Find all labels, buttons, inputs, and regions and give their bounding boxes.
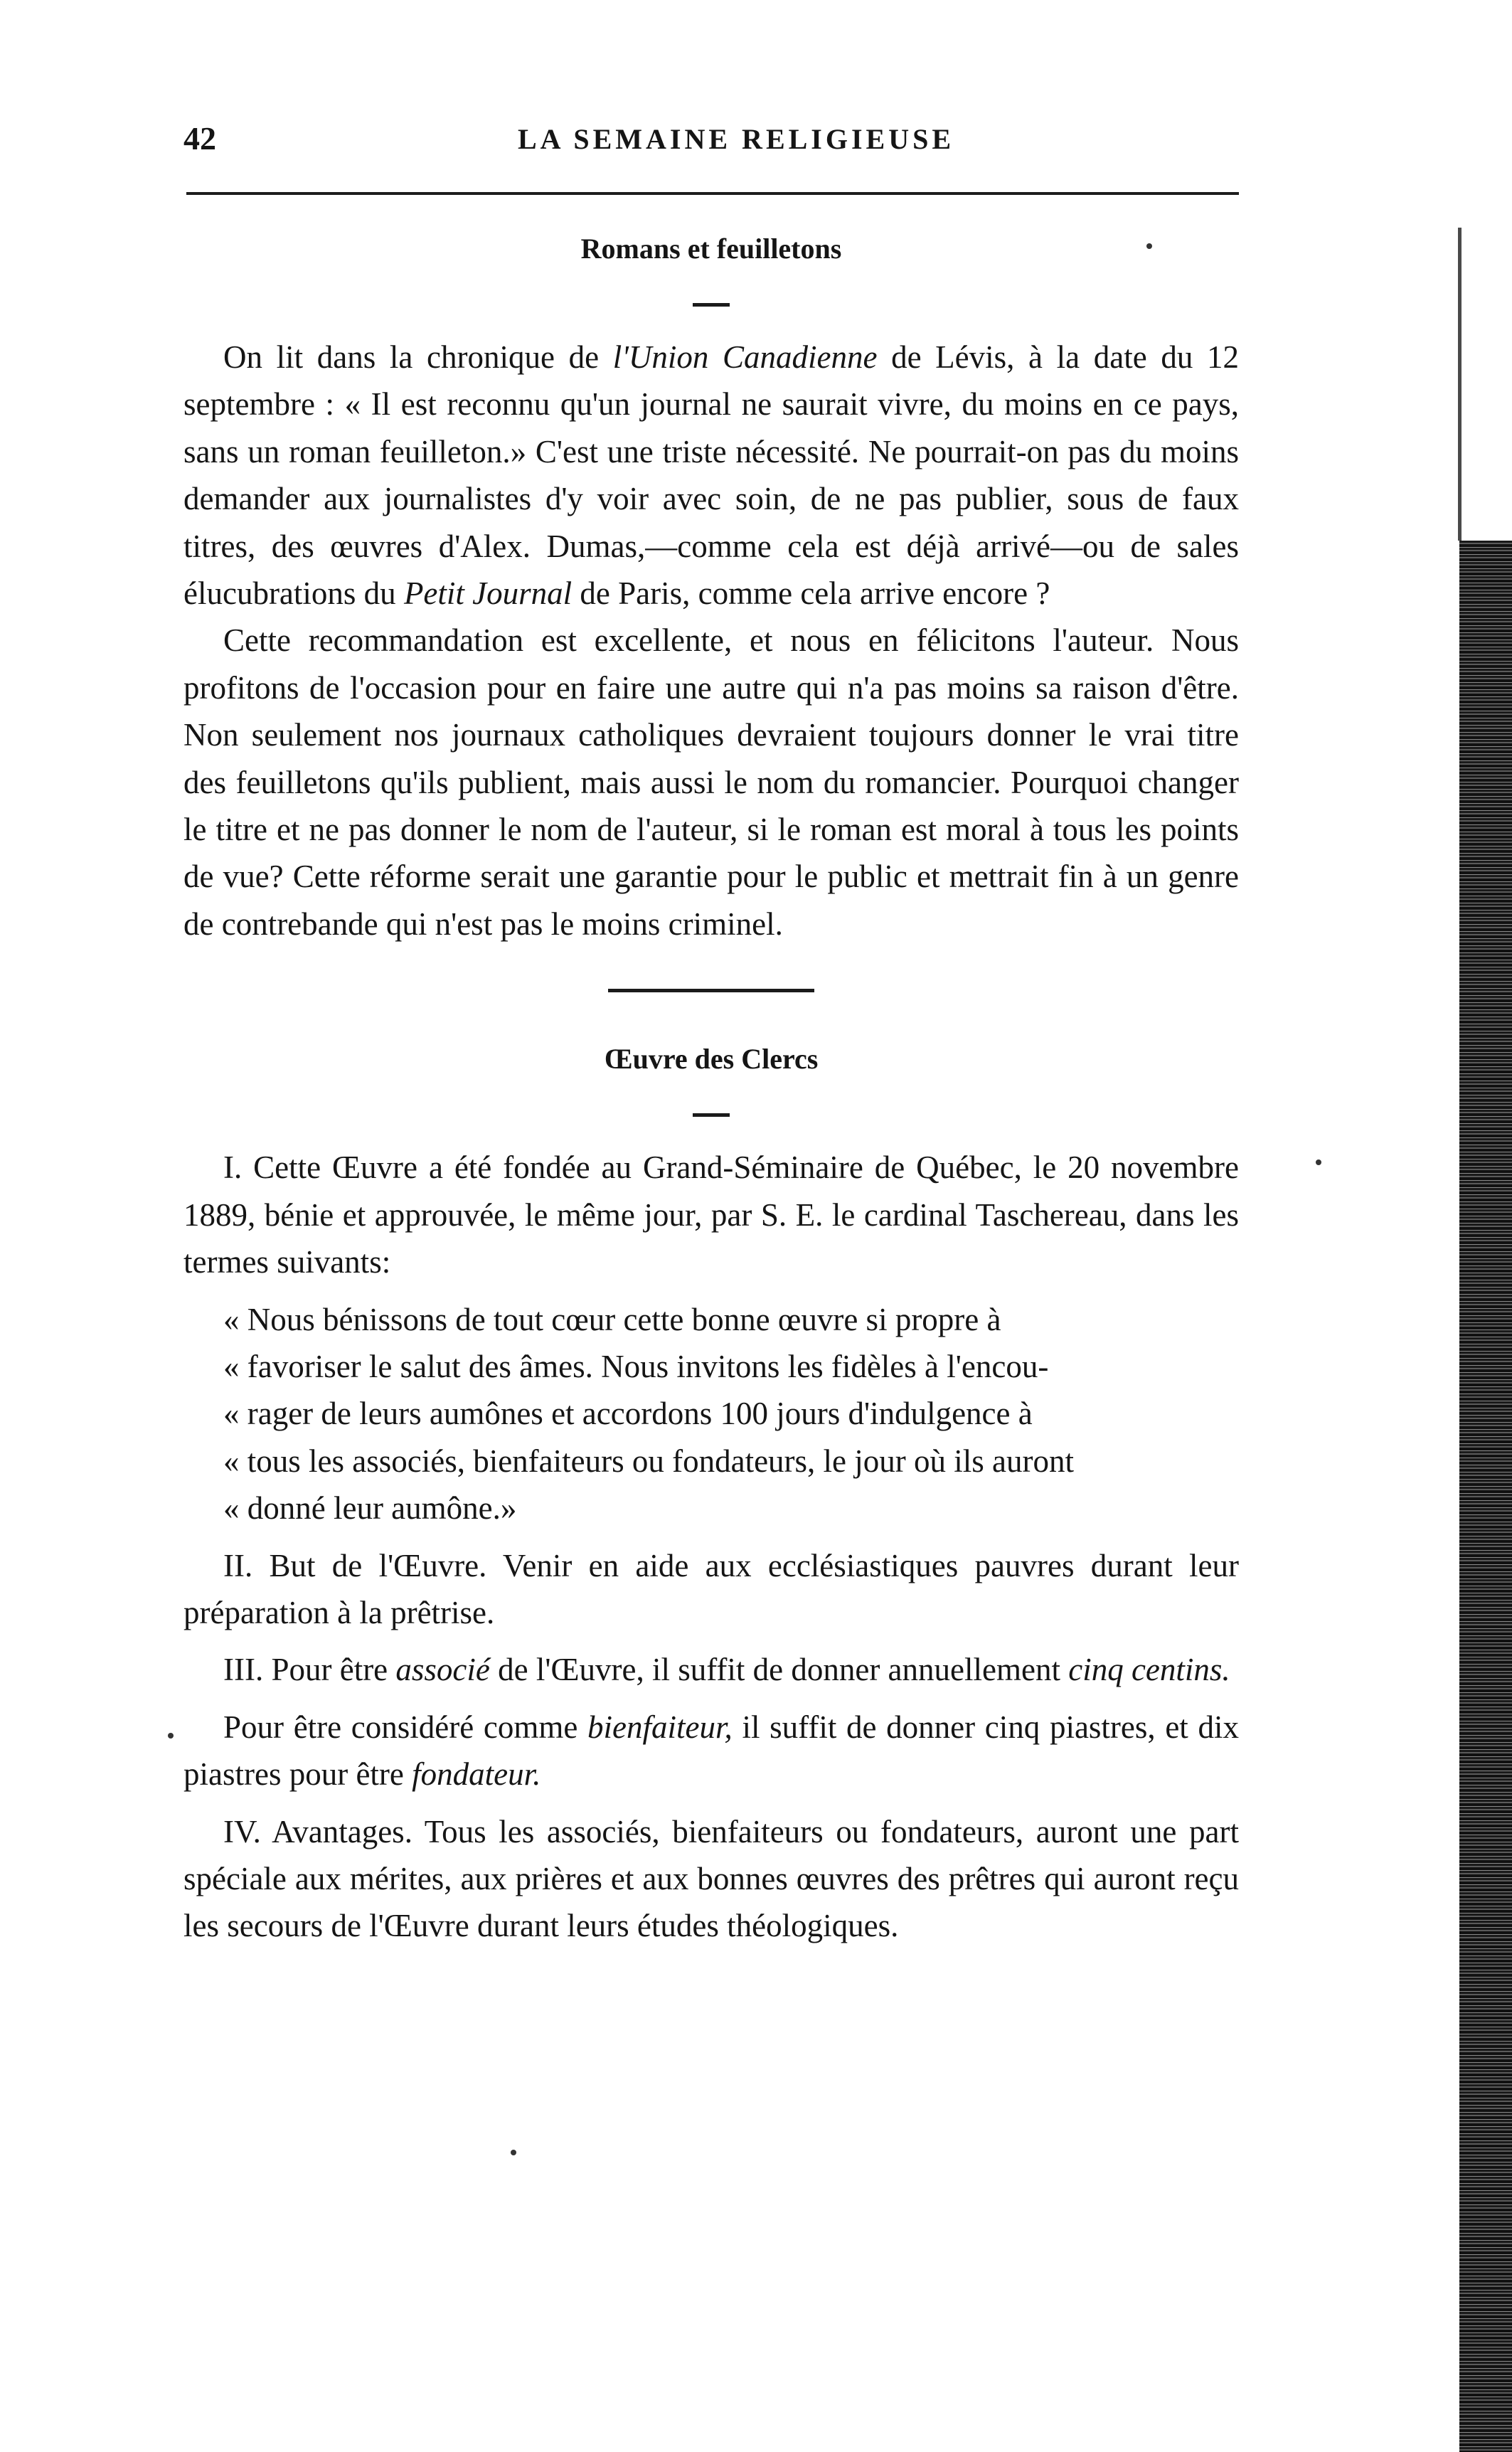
italic-run: fondateur. [412, 1756, 541, 1793]
text-run: Pour être considéré comme [223, 1709, 588, 1745]
italic-run: bienfaiteur, [587, 1709, 733, 1745]
scan-speck [168, 1733, 174, 1739]
paragraph-clercs-4 [183, 1704, 1239, 1798]
quote-line: « Nous bénissons de tout cœur cette bonne œuvre si propre à [223, 1301, 1001, 1337]
text-run: de l'Œuvre, il suffit de donner annuellement [489, 1652, 1069, 1688]
scan-speck [511, 2150, 516, 2155]
quote-line: « tous les associés, bienfaiteurs ou fondateurs, le jour où ils auront [223, 1443, 1074, 1479]
section-divider [608, 989, 814, 992]
paragraph-clercs-5: IV. Avantages. Tous les associés, bienfaiteurs ou fondateurs, auront une part spéciale aux mérites, aux prières et aux bonnes œuvres des prêtres qui auront reçu les secours de l'Œuvre durant leurs études théologiques. [183, 1813, 1239, 1944]
quote-line: « donné leur aumône.» [223, 1490, 517, 1527]
italic-run: l'Union Canadienne [612, 339, 878, 375]
text-run: On lit dans la chronique de [223, 339, 613, 375]
binding-shadow [1459, 541, 1512, 2452]
scan-speck [1316, 1159, 1321, 1165]
italic-run: cinq centins. [1068, 1652, 1230, 1688]
quote-line: « rager de leurs aumônes et accordons 100 jours d'indulgence à [223, 1396, 1033, 1432]
text-run: de Lévis, à la date du 12 septembre : « Il est reconnu qu'un journal ne saurait vivre, du moins en ce pays, sans un roman feuilleton.» C'est une triste nécessité. Ne pourrait-on pas du moins demander aux journalistes d'y voir avec soin, de ne pas publier, sous de faux titres, des œuvres d'Alex. Dumas,—comme cela est déjà arrivé—ou de sales élucubrations du [183, 339, 1239, 612]
text-run: III. Pour être [223, 1652, 396, 1688]
journal-title: LA SEMAINE RELIGIEUSE [518, 123, 955, 155]
quote-line: « favoriser le salut des âmes. Nous invitons les fidèles à l'encou- [223, 1348, 1049, 1384]
paragraph-clercs-2: II. But de l'Œuvre. Venir en aide aux ecclésiastiques pauvres durant leur préparation à la prêtrise. [183, 1547, 1239, 1630]
title-dash [693, 303, 730, 307]
running-head [183, 120, 1236, 162]
text-run: de Paris, comme cela arrive encore ? [572, 575, 1050, 612]
italic-run: associé [395, 1652, 490, 1688]
paragraph-romans-2: Cette recommandation est excellente, et nous en félicitons l'auteur. Nous profitons de l'occasion pour en faire une autre qui n'a pas moins sa raison d'être. Non seulement nos journaux catholiques devraient toujours donner le vrai titre des feuilletons qu'ils publient, mais aussi le nom du romancier. Pourquoi changer le titre et ne pas donner le nom de l'auteur, si le roman est moral à tous les points de vue? Cette réforme serait une garantie pour le public et mettrait fin à un genre de contrebande qui n'est pas le moins criminel. [183, 622, 1239, 942]
quotation-block [183, 1296, 1239, 1532]
text-run: il suffit de donner cinq piastres, et dix piastres pour être [183, 1709, 1239, 1793]
scan-speck [1146, 243, 1152, 249]
page-edge-line [1458, 228, 1462, 541]
section-title-clercs: Œuvre des Clercs [604, 1043, 819, 1076]
paragraph-clercs-1: I. Cette Œuvre a été fondée au Grand-Séminaire de Québec, le 20 novembre 1889, bénie et approuvée, le même jour, par S. E. le cardinal Taschereau, dans les termes suivants: [183, 1150, 1239, 1280]
italic-run: Petit Journal [403, 575, 573, 612]
header-rule [186, 192, 1239, 195]
text-column [183, 229, 1239, 1950]
paragraph-clercs-3 [183, 1646, 1239, 1693]
page-number: 42 [183, 120, 216, 156]
section-title-romans: Romans et feuilletons [580, 233, 842, 265]
paragraph-romans-1 [183, 334, 1239, 617]
title-dash [693, 1113, 730, 1117]
